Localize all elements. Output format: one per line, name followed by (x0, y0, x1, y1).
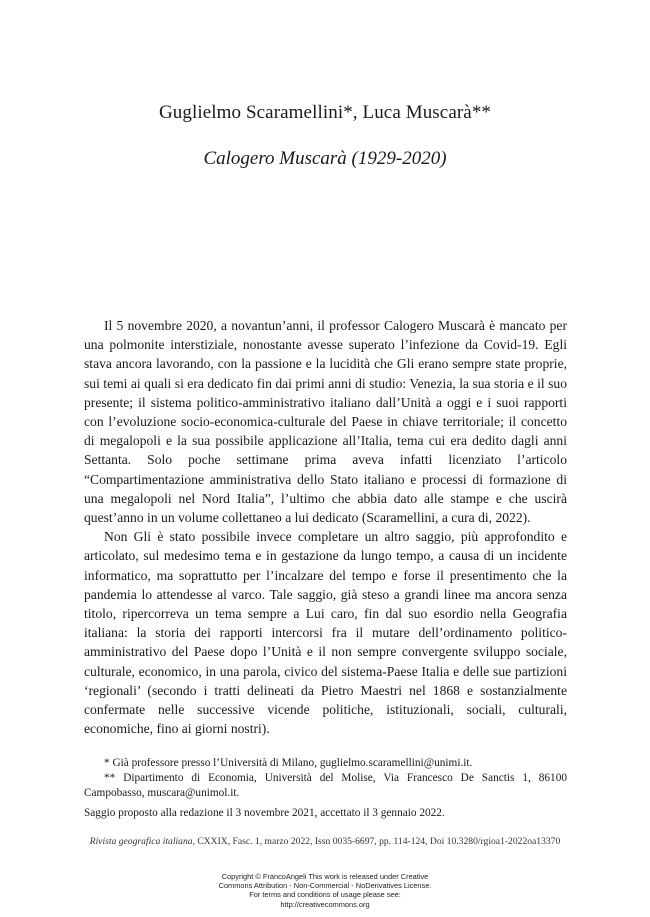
license-link[interactable]: http://creativecommons.org (280, 899, 370, 909)
footnotes (84, 756, 567, 821)
article-title: Calogero Muscarà (1929-2020) (203, 148, 447, 169)
license-line: For terms and conditions of usage please see: (249, 890, 401, 900)
paragraph: Non Gli è stato possibile invece completare un altro saggio, più approfondito e articolato, sul medesimo tema e in gestazione da lungo tempo, a causa di un incidente informatico, ma soprattutto per l’incalzare del tempo e forse il presentimento che la pandemia lo attendesse al varco. Tale saggio, già steso a grandi linee ma ancora senza titolo, ripercorreva un tema sempre a Lui caro, fin dal suo esordio nella Geografia italiana: la storia dei rapporti intercorsi fra il mutare dell’ordinamento politico-amministrativo del Paese dopo l’Unità e il non sempre convergente sviluppo sociale, culturale, economico, in una parola, civico del sistema-Paese Italia e delle sue partizioni ‘regionali’ (secondo i tratti delineati da Pietro Maestri nel 1868 e sostanzialmente confermate nelle successive vicende politiche, istituzionali, sociali, culturali, economiche, fino ai giorni nostri). (84, 529, 567, 737)
submission-note: Saggio proposto alla redazione il 3 novembre 2021, accettato il 3 gennaio 2022. (84, 806, 445, 819)
paragraph: Il 5 novembre 2020, a novantun’anni, il professor Calogero Muscarà è mancato per una polmonite interstiziale, nonostante avesse superato l’infezione da Covid-19. Egli stava ancora lavorando, con la passione e la lucidità che Gli erano sempre state proprie, sui temi ai quali si era dedicato fin dai primi anni di studio: Venezia, la sua storia e il suo presente; il sistema politico-amministrativo italiano dall’Unità a oggi e i suoi rapporti con l’evoluzione socio-economica-culturale del Paese in chiave territoriale; il concetto di megalopoli e la sua possibile applicazione all’Italia, tema cui era dedito dagli anni Settanta. Solo poche settimane prima aveva infatti licenziato l’articolo “Compartimentazione amministrativa dello Stato italiano e processi di formazione di una megalopoli nel Nord Italia”, l’ultimo che abbia dato alle stampe e che uscirà quest’anno in un volume collettaneo a lui dedicato (Scaramellini, a cura di, 2022). (84, 318, 567, 526)
journal-citation (0, 836, 650, 847)
journal-name: Rivista geografica italiana (89, 836, 193, 847)
license-line: Copyright © FrancoAngeli This work is released under Creative (221, 872, 429, 881)
license-notice (0, 872, 650, 909)
license-line: Commons Attribution - Non-Commercial - NoDerivatives License. (218, 881, 432, 891)
footnote-1: * Già professore presso l’Università di Milano, guglielmo.scaramellini@unimi.it. (104, 757, 473, 769)
citation-details: , CXXIX, Fasc. 1, marzo 2022, Issn 0035-6697, pp. 114-124, Doi 10.3280/rgioa1-2022oa13370 (192, 836, 561, 847)
author-line: Guglielmo Scaramellini*, Luca Muscarà** (158, 102, 492, 123)
footnote-2: ** Dipartimento di Economia, Università del Molise, Via Francesco De Sanctis 1, 86100 Campobasso, muscara@unimol.it. (84, 772, 567, 800)
article-body (84, 316, 567, 738)
